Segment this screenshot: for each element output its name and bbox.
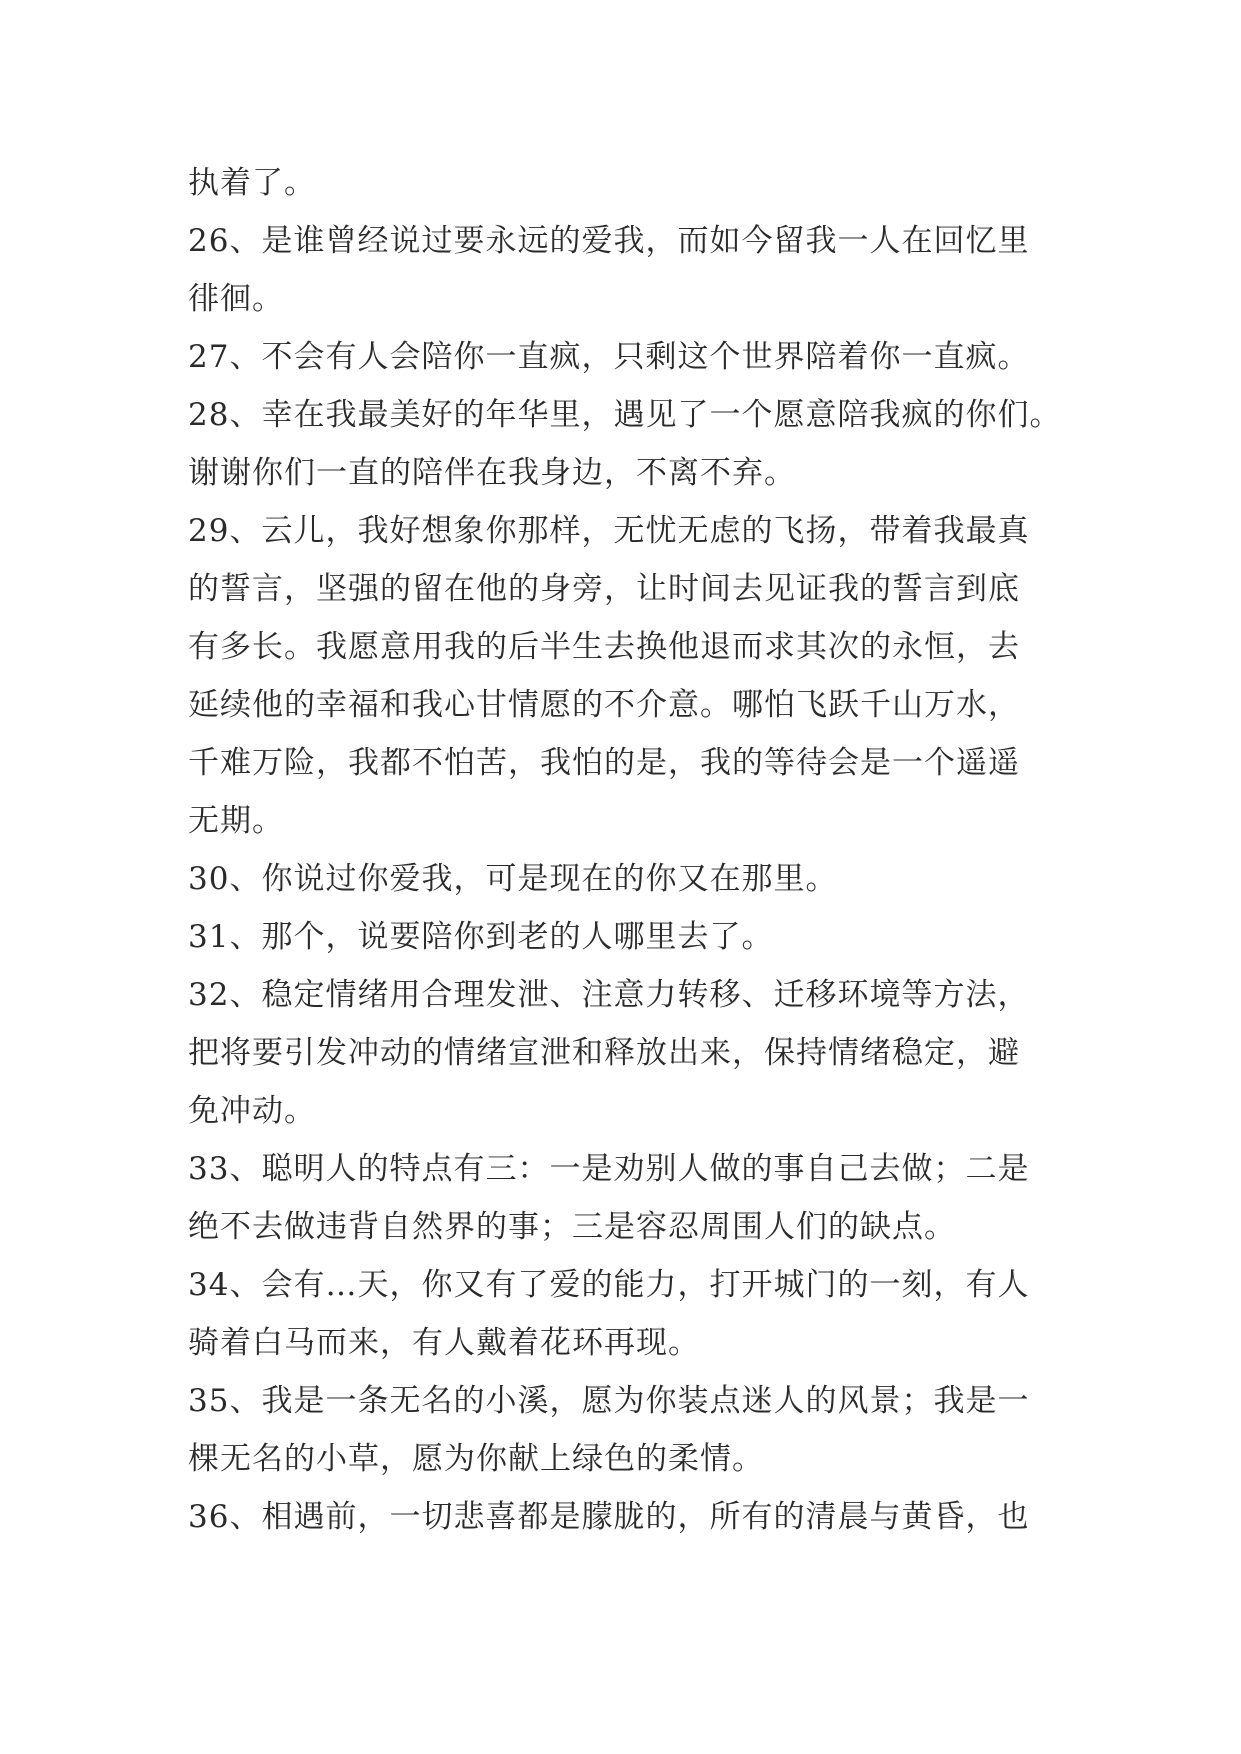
text-line: 的誓言，坚强的留在他的身旁，让时间去见证我的誓言到底 bbox=[188, 571, 1020, 607]
text-line: 骑着白马而来，有人戴着花环再现。 bbox=[188, 1325, 700, 1361]
text-line: 千难万险，我都不怕苦，我怕的是，我的等待会是一个遥遥 bbox=[188, 745, 1020, 781]
text-line: 36、相遇前，一切悲喜都是朦胧的，所有的清晨与黄昏，也 bbox=[188, 1499, 1030, 1535]
text-line: 棵无名的小草，愿为你献上绿色的柔情。 bbox=[188, 1441, 764, 1477]
text-line: 30、你说过你爱我，可是现在的你又在那里。 bbox=[188, 861, 838, 897]
text-line: 32、稳定情绪用合理发泄、注意力转移、迁移环境等方法， bbox=[188, 977, 1030, 1013]
text-line: 延续他的幸福和我心甘情愿的不介意。哪怕飞跃千山万水， bbox=[188, 687, 1020, 723]
text-line: 26、是谁曾经说过要永远的爱我，而如今留我一人在回忆里 bbox=[188, 223, 1030, 259]
text-line: 29、云儿，我好想象你那样，无忧无虑的飞扬，带着我最真 bbox=[188, 513, 1030, 549]
text-line: 有多长。我愿意用我的后半生去换他退而求其次的永恒，去 bbox=[188, 629, 1020, 665]
text-line: 31、那个，说要陪你到老的人哪里去了。 bbox=[188, 919, 774, 955]
text-line: 绝不去做违背自然界的事；三是容忍周围人们的缺点。 bbox=[188, 1209, 956, 1245]
text-line: 34、会有…天，你又有了爱的能力，打开城门的一刻，有人 bbox=[188, 1267, 1030, 1303]
text-line: 35、我是一条无名的小溪，愿为你装点迷人的风景；我是一 bbox=[188, 1383, 1030, 1419]
text-line: 无期。 bbox=[188, 803, 284, 839]
text-line: 徘徊。 bbox=[188, 281, 284, 317]
text-line: 免冲动。 bbox=[188, 1093, 316, 1129]
document-body bbox=[188, 154, 1068, 1546]
text-line: 33、聪明人的特点有三：一是劝别人做的事自己去做；二是 bbox=[188, 1151, 1030, 1187]
text-line: 27、不会有人会陪你一直疯，只剩这个世界陪着你一直疯。 bbox=[188, 339, 1030, 375]
text-line: 执着了。 bbox=[188, 165, 316, 201]
text-line: 谢谢你们一直的陪伴在我身边，不离不弃。 bbox=[188, 455, 796, 491]
text-line: 把将要引发冲动的情绪宣泄和释放出来，保持情绪稳定，避 bbox=[188, 1035, 1020, 1071]
text-line: 28、幸在我最美好的年华里，遇见了一个愿意陪我疯的你们。 bbox=[188, 397, 1062, 433]
